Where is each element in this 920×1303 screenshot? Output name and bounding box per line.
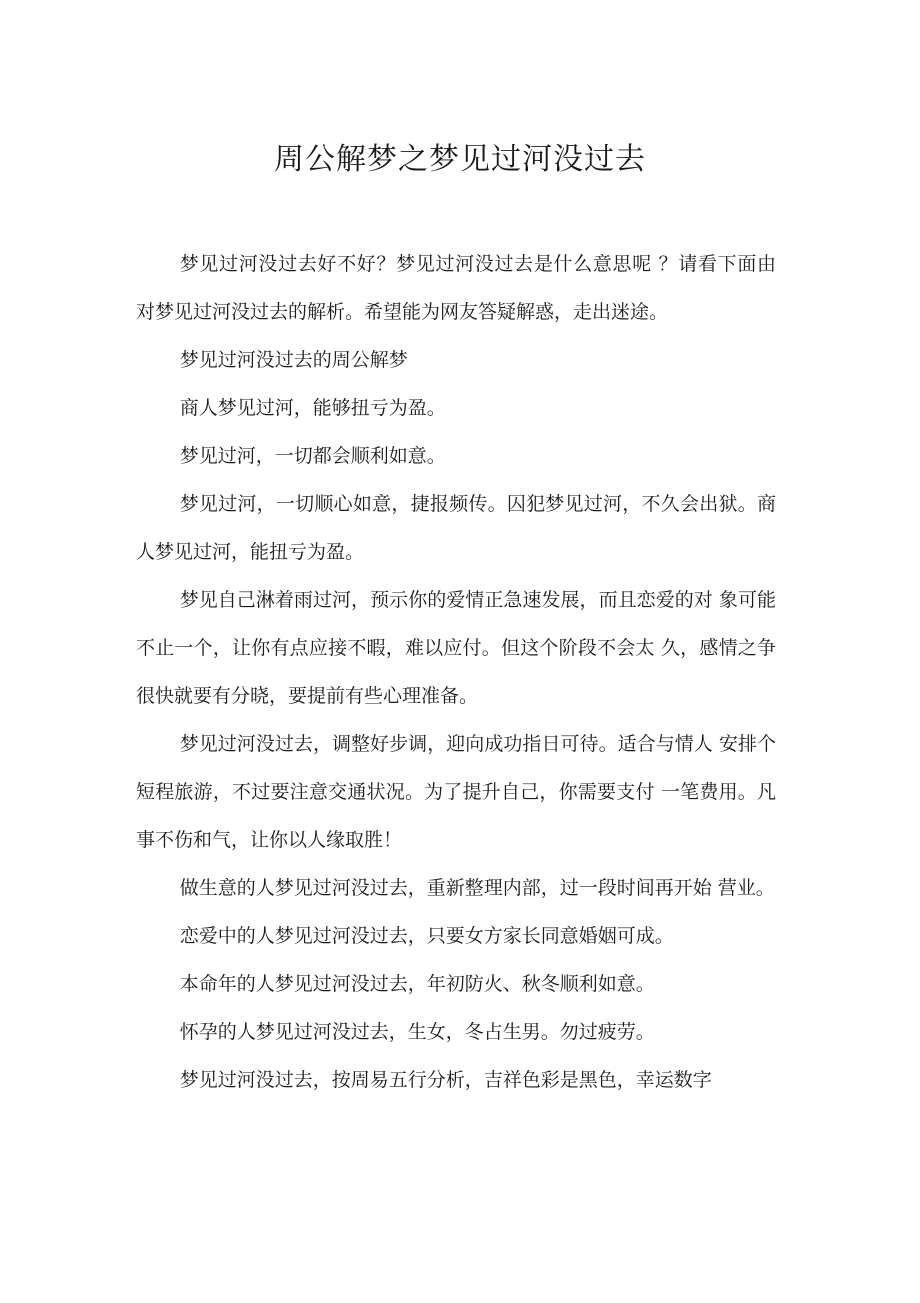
paragraph: 商人梦见过河，能够扭亏为盈。: [179, 397, 446, 419]
paragraph: 做生意的人梦见过河没过去，重新整理内部，过一段时间再开始 营业。: [179, 877, 775, 899]
paragraph: 梦见自己淋着雨过河，预示你的爱情正急速发展，而且恋爱的对 象可能不止一个，让你有点应接不暇，难以应付。但这个阶段不会太 久，感情之争很快就要有分晓，要提前有些心理准备。: [136, 589, 776, 707]
paragraph: 怀孕的人梦见过河没过去，生女，冬占生男。勿过疲劳。: [179, 1021, 655, 1043]
paragraph-section-heading: 梦见过河没过去的周公解梦: [179, 349, 408, 371]
paragraph-intro: 梦见过河没过去好不好？梦见过河没过去是什么意思呢 ？请看下面由 对梦见过河没过去的解析。希望能为网友答疑解惑，走出迷途。: [136, 253, 776, 323]
page-title: 周公解梦之梦见过河没过去: [274, 142, 646, 177]
paragraph: 恋爱中的人梦见过河没过去，只要女方家长同意婚姻可成。: [179, 925, 674, 947]
document-body: [136, 240, 776, 1104]
paragraph: 梦见过河没过去，按周易五行分析，吉祥色彩是黑色，幸运数字: [179, 1069, 712, 1091]
paragraph: 梦见过河没过去，调整好步调，迎向成功指日可待。适合与情人 安排个短程旅游，不过要注意交通状况。为了提升自己，你需要支付 一笔费用。凡事不伤和气，让你以人缘取胜！: [136, 733, 776, 851]
paragraph: 梦见过河，一切都会顺利如意。: [179, 445, 446, 467]
paragraph: 梦见过河，一切顺心如意，捷报频传。囚犯梦见过河，不久会出狱。商人梦见过河，能扭亏为盈。: [136, 493, 776, 563]
paragraph: 本命年的人梦见过河没过去，年初防火、秋冬顺利如意。: [179, 973, 655, 995]
